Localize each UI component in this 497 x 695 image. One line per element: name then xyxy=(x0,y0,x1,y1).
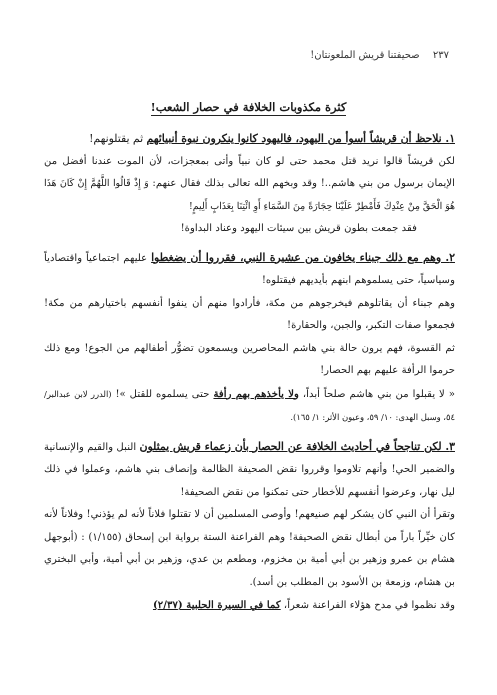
running-header xyxy=(300,50,449,61)
section-title xyxy=(0,100,497,114)
quran-verse: وَ إِذْ قَالُوا اللَّهُمَّ إِنْ كَانَ هَذَا هُوَ الْحَقَّ مِنْ عِنْدِكَ فَأَمْطِرْ عَلَيْنَا حِجَارَةً مِنَ السَّمَاءِ أَوِ ائْتِنَا بِعَذَابٍ أَلِيمٍ! xyxy=(44,178,455,212)
section-2-quote: « لا يقبلوا من بني هاشم صلحاً أبداً، ولا يأخذهم بهم رأفة حتى يسلموه للقتل »! (الدرر لابن عبدالبر/ ٥٤، وسبل الهدى: ١٠/ ٥٩، وعيون الأثر: ١/ ١٦٥). xyxy=(44,387,456,422)
section-1-paragraph-2: فقد جمعت بطون قريش بين سيئات اليهود وعناد البداوة! xyxy=(180,223,417,234)
book-title: صحيفتنا قريش الملعونتان! xyxy=(310,50,420,61)
section-3-heading: ٣. لكن تناجحاً في أحاديث الخلافة عن الحصار بأن زعماء قريش يمثلون النبل والقيم والإنسانية والضمير الحي! وأنهم تلاوموا وقرروا نقض الصحيفة الظالمة وإنصاف بني هاشم، وعملوا في ذلك ليل نهار، وعرضوا أنفسهم للأخطار حتى تمكنوا من نقض الصحيفة! xyxy=(44,439,455,498)
section-2-paragraph-2: وهم جبناء أن يقاتلوهم فيخرجوهم من مكة، فأرادوا منهم أن ينفوا أنفسهم باختيارهم من مكة! فجمعوا صفات التكبر، والجبن، والحقارة! xyxy=(44,297,455,331)
citation-note: (الدرر لابن عبدالبر/ ٥٤، وسبل الهدى: ١٠/ ٥٩، وعيون الأثر: ١/ ١٦٥). xyxy=(44,388,455,422)
page-number: ٢٣٧ xyxy=(432,50,449,61)
section-3-paragraph-3: وقد نظموا في مدح هؤلاء الفراعنة شعراً، كما في السيرة الحلبية (٢/٣٧) xyxy=(152,599,455,611)
section-2-heading: ٢. وهم مع ذلك جبناء يخافون من عشيرة النبي، فقرروا أن يضغطوا عليهم اجتماعياً واقتصادياً وسياسياً، حتى يسلموهم ابنهم بأيديهم فيقتلوه! xyxy=(44,250,455,286)
section-1-heading: ١. نلاحظ أن قريشاً أسوأ من اليهود، فاليهود كانوا ينكرون نبوة أنبيائهم ثم يقتلونهم! xyxy=(89,132,455,145)
section-2-paragraph-3: ثم القسوة، فهم يرون حالة بني هاشم المحاصرين ويسمعون تضوُّر أطفالهم من الجوع! ومع ذلك حرموا الرأفة عليهم بهم الحصار! xyxy=(44,342,455,376)
document-body xyxy=(44,128,455,618)
section-1-paragraph-1: لكن قريشاً قالوا نريد قتل محمد حتى لو كان نبياً وأتى بمعجزات، لأن الموت عندنا أفضل من الإيمان برسول من بني هاشم..! وقد وبخهم الله تعالى بذلك فقال عنهم: وَ إِذْ قَالُوا اللَّهُمَّ إِنْ كَانَ هَذَا هُوَ الْحَقَّ مِنْ عِنْدِكَ فَأَمْطِرْ عَلَيْنَا حِجَارَةً مِنَ السَّمَاءِ أَوِ ائْتِنَا بِعَذَابٍ أَلِيمٍ! xyxy=(44,155,455,212)
section-3-paragraph-2: وتقرأ أن النبي كان يشكر لهم صنيعهم! وأوصى المسلمين أن لا تقتلوا فلاناً لأنه لم يؤذني! وفلاناً لأنه كان خيِّراً باراً من أبطال نقض الصحيفة! وهم الفراعنة الستة برواية ابن إسحاق (١/١٥٥) : (أبوجهل هشام بن عمرو وزهير بن أبي أمية بن مخزوم، ومطعم بن عدي، وزهير بن أبي أمية، وأبي البختري بن هشام، وزمعة بن الأسود بن المطلب بن أسد). xyxy=(44,509,455,588)
section-title-text: كثرة مكذوبات الخلافة في حصار الشعب! xyxy=(150,100,347,114)
